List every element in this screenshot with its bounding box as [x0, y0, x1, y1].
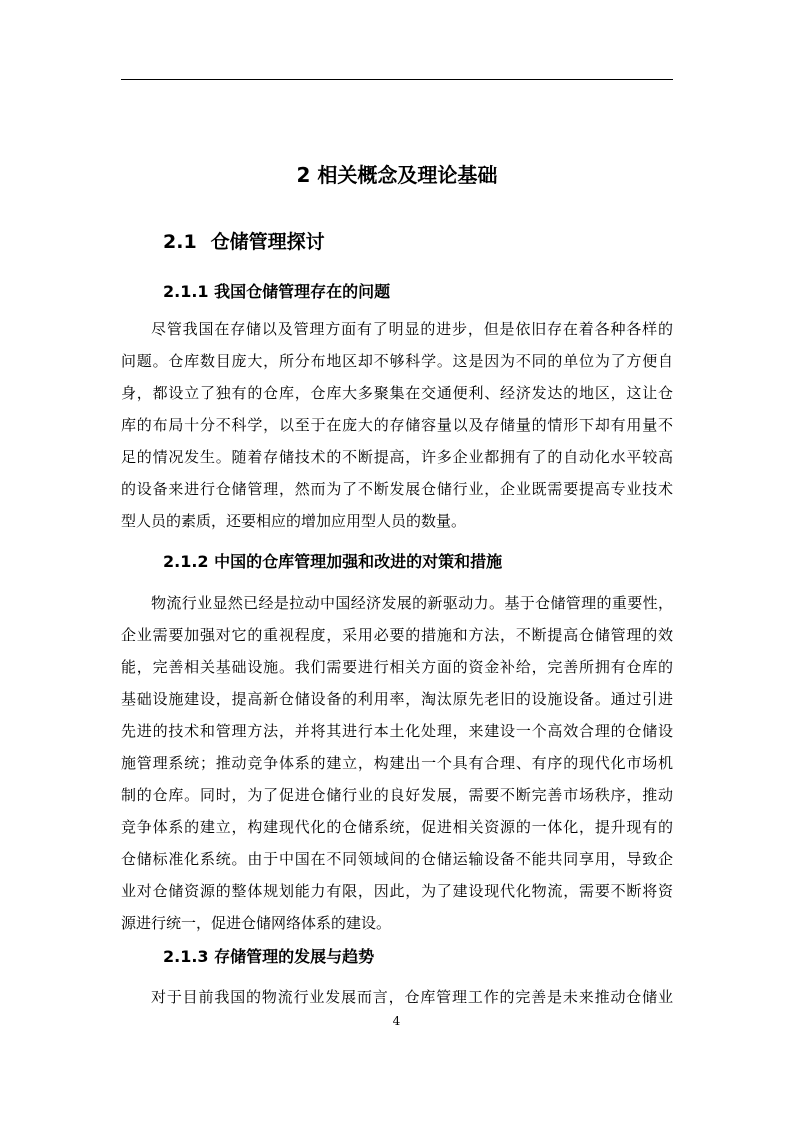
subsection-heading-2-1-2: 2.1.2 中国的仓库管理加强和改进的对策和措施 — [163, 552, 503, 571]
paragraph-line: 竞争体系的建立，构建现代化的仓储系统，促进相关资源的一体化，提升现有的 — [121, 818, 673, 836]
section-title — [163, 228, 325, 256]
paragraph-line: 业对仓储资源的整体规划能力有限，因此，为了建设现代化物流，需要不断将资 — [121, 882, 673, 900]
chapter-title: 2 相关概念及理论基础 — [296, 163, 498, 187]
paragraph-line: 的设备来进行仓储管理，然而为了不断发展仓储行业，企业既需要提高专业技术 — [121, 480, 673, 498]
paragraph-line: 能，完善相关基础设施。我们需要进行相关方面的资金补给，完善所拥有仓库的 — [121, 658, 673, 676]
paragraph-line: 仓储标准化系统。由于中国在不同领域间的仓储运输设备不能共同享用，导致企 — [121, 850, 673, 868]
paragraph-line: 身，都设立了独有的仓库，仓库大多聚集在交通便利、经济发达的地区，这让仓 — [121, 384, 673, 402]
page-number: 4 — [392, 1014, 401, 1028]
paragraph-line: 库的布局十分不科学，以至于在庞大的存储容量以及存储量的情形下却有用量不 — [121, 416, 673, 434]
paragraph-line: 制的仓库。同时，为了促进仓储行业的良好发展，需要不断完善市场秩序，推动 — [121, 786, 673, 804]
paragraph-line: 对于目前我国的物流行业发展而言，仓库管理工作的完善是未来推动仓储业 — [151, 988, 673, 1006]
paragraph-line: 型人员的素质，还要相应的增加应用型人员的数量。 — [121, 512, 467, 530]
paragraph-line: 先进的技术和管理方法，并将其进行本土化处理，来建设一个高效合理的仓储设 — [121, 722, 673, 740]
subsection-heading-2-1-1: 2.1.1 我国仓储管理存在的问题 — [163, 282, 391, 301]
paragraph-line: 问题。仓库数目庞大，所分布地区却不够科学。这是因为不同的单位为了方便自 — [121, 352, 673, 370]
subsection-heading-2-1-3: 2.1.3 存储管理的发展与趋势 — [163, 947, 375, 966]
header-rule — [121, 79, 673, 80]
paragraph-2-1-1 — [121, 313, 673, 537]
paragraph-line: 尽管我国在存储以及管理方面有了明显的进步，但是依旧存在着各种各样的 — [151, 320, 673, 338]
section-number: 2.1 — [163, 231, 197, 253]
paragraph-line: 物流行业显然已经是拉动中国经济发展的新驱动力。基于仓储管理的重要性， — [151, 594, 673, 612]
paragraph-line: 基础设施建设，提高新仓储设备的利用率，淘汰原先老旧的设施设备。通过引进 — [121, 690, 673, 708]
paragraph-line: 施管理系统；推动竞争体系的建立，构建出一个具有合理、有序的现代化市场机 — [121, 754, 673, 772]
section-title-text: 仓储管理探讨 — [210, 231, 325, 253]
paragraph-2-1-3 — [121, 981, 673, 1013]
paragraph-2-1-2 — [121, 587, 673, 939]
paragraph-line: 足的情况发生。随着存储技术的不断提高，许多企业都拥有了的自动化水平较高 — [121, 448, 673, 466]
paragraph-line: 企业需要加强对它的重视程度，采用必要的措施和方法，不断提高仓储管理的效 — [121, 626, 673, 644]
paragraph-line: 源进行统一，促进仓储网络体系的建设。 — [121, 914, 392, 932]
